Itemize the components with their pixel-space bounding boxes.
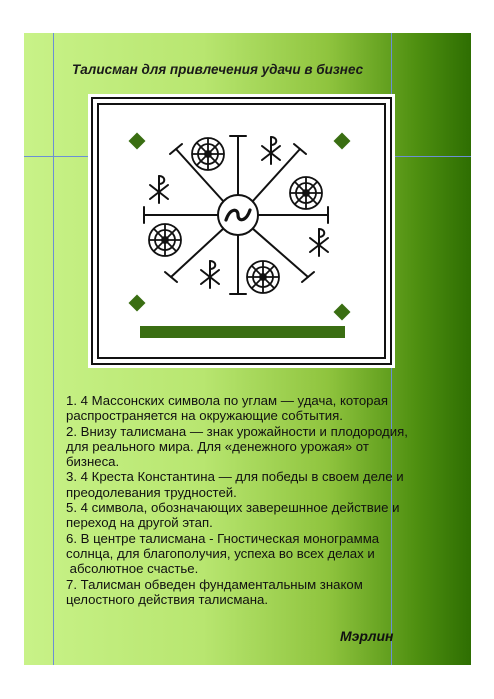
description-line: 3. 4 Креста Константина — для победы в своем деле и xyxy=(66,469,404,485)
harvest-bar-icon xyxy=(140,326,345,338)
document-title: Талисман для привлечения удачи в бизнес xyxy=(72,62,364,77)
description-line: 6. В центре талисмана - Гностическая монограмма xyxy=(66,530,380,546)
description-line: 5. 4 символа, обозначающих заверешнное действие и xyxy=(66,500,400,516)
wheel-icon xyxy=(247,261,279,293)
description-line: распространяется на окружающие собтытия. xyxy=(66,408,343,424)
wheel-icon xyxy=(192,138,224,170)
talisman-image xyxy=(88,94,395,368)
description-line: целостного действия талисмана. xyxy=(66,591,269,607)
description-line: преодолевания трудностей. xyxy=(66,484,237,500)
description-line: солнца, для благополучия, успеха во всех делах и xyxy=(66,545,375,561)
layout-guide-left xyxy=(53,33,54,665)
description-line: для реального мира. Для «денежного урожая» от xyxy=(66,438,369,454)
description-line: бизнеса. xyxy=(66,454,120,470)
description-text xyxy=(66,393,436,607)
description-line: 7. Талисман обведен фундаментальным знаком xyxy=(66,576,363,592)
description-line: 1. 4 Массонских символа по углам — удача, которая xyxy=(66,393,388,408)
author-signature: Мэрлин xyxy=(340,628,394,644)
description-line: переход на другой этап. xyxy=(66,515,213,531)
gnostic-sun-monogram-icon xyxy=(218,195,258,235)
wheel-icon xyxy=(290,177,322,209)
wheel-icon xyxy=(149,224,181,256)
description-line: 2. Внизу талисмана — знак урожайности и плодородия, xyxy=(66,423,408,439)
description-line: абсолютное счастье. xyxy=(66,561,199,577)
